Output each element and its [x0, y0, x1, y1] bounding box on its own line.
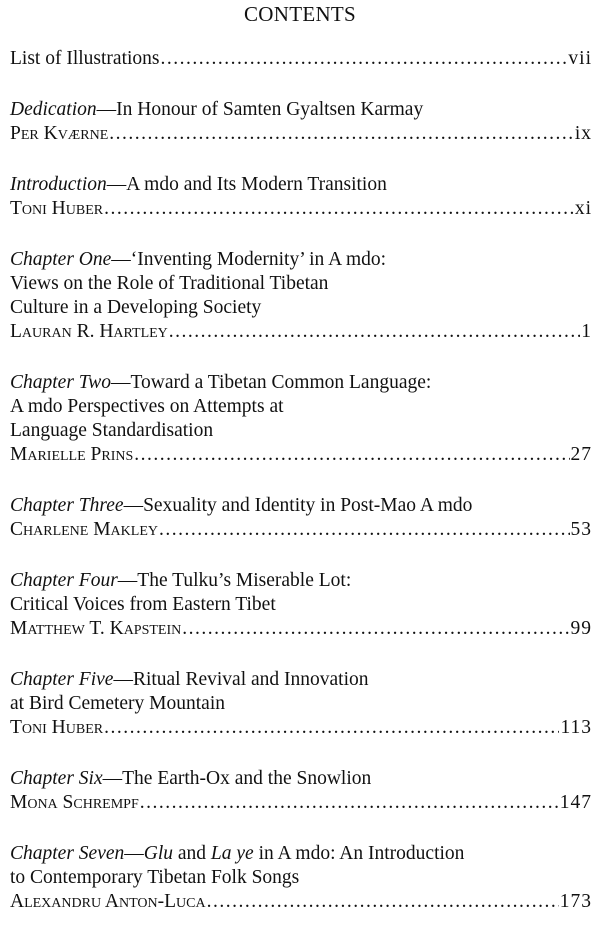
entry-title-line [10, 371, 592, 395]
entry-title-text: —Ritual Revival and Innovation [113, 669, 369, 690]
page-number: 99 [570, 618, 592, 639]
dot-leader [140, 791, 559, 815]
entry-author: Per Kværne [10, 123, 109, 144]
entry-author: Charlene Makley [10, 519, 158, 540]
entry-title-line [10, 842, 592, 866]
toc-entry [10, 248, 592, 344]
entry-title-text: —In Honour of Samten Gyaltsen Karmay [96, 99, 424, 120]
entry-label: Chapter Five [10, 669, 114, 690]
entry-label: Chapter Two [10, 372, 111, 393]
entry-title-text: —The Tulku’s Miserable Lot: [117, 570, 352, 591]
dot-leader [207, 890, 559, 914]
page-number: vii [568, 48, 592, 69]
dot-leader [169, 320, 580, 344]
entry-title-text: A mdo Perspectives on Attempts at [10, 396, 284, 417]
dot-leader [134, 443, 569, 467]
page-number: 27 [570, 444, 592, 465]
entry-label: Introduction [10, 174, 107, 195]
entry-title-line [10, 98, 592, 122]
dot-leader [159, 518, 570, 542]
entry-author: Mona Schrempf [10, 792, 139, 813]
entry-title-line [10, 173, 592, 197]
page-number: 53 [570, 519, 592, 540]
toc-entry [10, 494, 592, 542]
entry-title-line [10, 668, 592, 692]
entry-label: Glu [143, 843, 174, 864]
entry-title-text: —Sexuality and Identity in Post-Mao A mdo [123, 495, 473, 516]
entry-label: Dedication [10, 99, 97, 120]
entry-title-text: —‘Inventing Modernity’ in A mdo: [111, 249, 387, 270]
entry-title-line [10, 866, 592, 890]
page-number: 173 [559, 891, 592, 912]
toc-entry [10, 842, 592, 914]
entry-author: Lauran R. Hartley [10, 321, 168, 342]
entry-title-text: to Contemporary Tibetan Folk Songs [10, 867, 300, 888]
entry-title-text: Language Standardisation [10, 420, 214, 441]
toc-entry [10, 767, 592, 815]
page-number: xi [574, 198, 592, 219]
entry-title-text: List of Illustrations [10, 48, 160, 69]
toc-entry [10, 371, 592, 467]
dot-leader [182, 617, 569, 641]
page-number: 147 [559, 792, 592, 813]
entry-title-text: Views on the Role of Traditional Tibetan [10, 273, 329, 294]
entry-title-text: at Bird Cemetery Mountain [10, 693, 225, 714]
entry-title-text: in A mdo: An Introduction [253, 843, 465, 864]
toc-entry [10, 569, 592, 641]
toc-entry [10, 173, 592, 221]
entry-title-text: —A mdo and Its Modern Transition [106, 174, 387, 195]
entry-leader-row [10, 518, 592, 542]
entry-label: Chapter Six [10, 768, 103, 789]
dot-leader [161, 47, 568, 71]
entry-title-line [10, 248, 592, 272]
entry-author: Alexandru Anton-Luca [10, 891, 206, 912]
entry-title-line [10, 395, 592, 419]
page-title: CONTENTS [243, 2, 357, 26]
entry-leader-row [10, 197, 592, 221]
entry-author: Toni Huber [10, 198, 104, 219]
dot-leader [104, 197, 574, 221]
entry-author: Matthew T. Kapstein [10, 618, 182, 639]
toc-entry [10, 47, 592, 71]
entry-leader-row [10, 443, 592, 467]
entry-label: Chapter One [10, 249, 112, 270]
entry-label: La ye [210, 843, 254, 864]
entry-leader-row [10, 47, 592, 71]
entry-title-text: Culture in a Developing Society [10, 297, 262, 318]
page-number: ix [574, 123, 592, 144]
page-number: 113 [560, 717, 592, 738]
entry-title-line [10, 692, 592, 716]
entry-author: Marielle Prins [10, 444, 134, 465]
entry-label: Chapter Four [10, 570, 118, 591]
entry-title-text: —Toward a Tibetan Common Language: [110, 372, 432, 393]
entry-author: Toni Huber [10, 717, 104, 738]
entry-title-line [10, 767, 592, 791]
entry-leader-row [10, 320, 592, 344]
entry-title-line [10, 569, 592, 593]
entry-title-line [10, 296, 592, 320]
entry-leader-row [10, 716, 592, 740]
entry-label: Chapter Three [10, 495, 124, 516]
entry-title-line [10, 272, 592, 296]
page-number: 1 [581, 321, 592, 342]
entry-leader-row [10, 617, 592, 641]
entry-title-line [10, 593, 592, 617]
entry-title-text: and [173, 843, 211, 864]
entry-title-text: — [124, 843, 144, 864]
entry-title-text: Critical Voices from Eastern Tibet [10, 594, 276, 615]
toc-entry [10, 668, 592, 740]
toc-list [10, 47, 592, 941]
entry-label: Chapter Seven [10, 843, 125, 864]
dot-leader [104, 716, 559, 740]
entry-title-text: —The Earth-Ox and the Snowlion [102, 768, 372, 789]
entry-leader-row [10, 791, 592, 815]
dot-leader [109, 122, 574, 146]
entry-leader-row [10, 122, 592, 146]
entry-title-line [10, 419, 592, 443]
toc-entry [10, 98, 592, 146]
entry-title-line [10, 494, 592, 518]
entry-leader-row [10, 890, 592, 914]
